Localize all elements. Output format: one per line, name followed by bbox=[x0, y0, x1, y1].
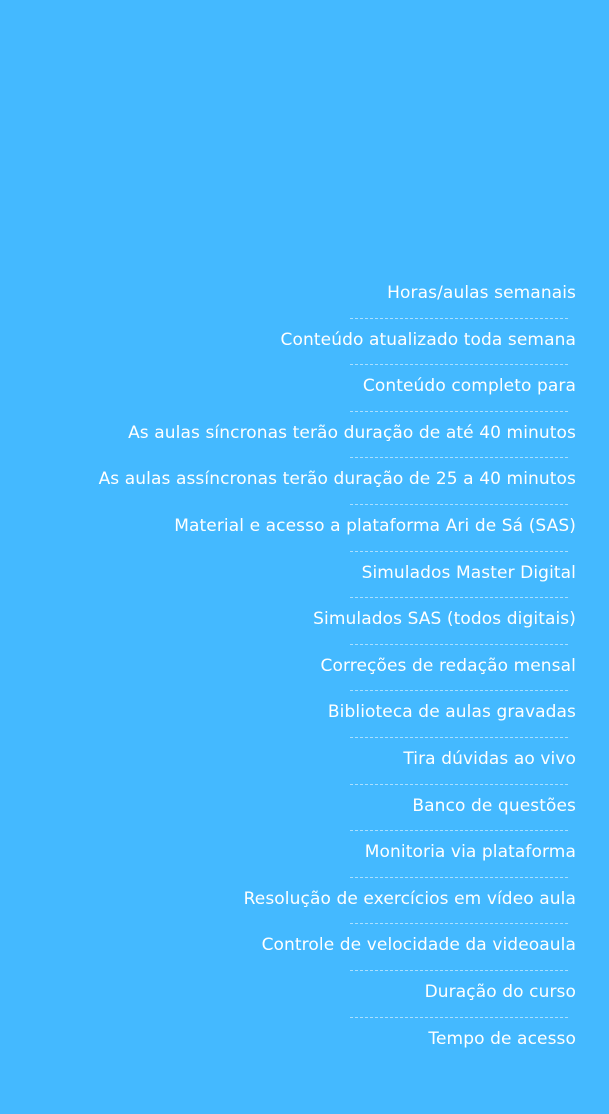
feature-label: Banco de questões bbox=[412, 795, 576, 816]
feature-label: Conteúdo completo para bbox=[362, 376, 576, 397]
feature-label: Tira dúvidas ao vivo bbox=[403, 748, 576, 769]
feature-label: Simulados SAS (todos digitais) bbox=[313, 609, 576, 630]
feature-label: Monitoria via plataforma bbox=[364, 842, 576, 863]
feature-item bbox=[16, 878, 576, 925]
feature-item bbox=[16, 785, 576, 832]
feature-item bbox=[16, 831, 576, 878]
feature-item bbox=[16, 971, 576, 1018]
feature-item bbox=[16, 924, 576, 971]
feature-item bbox=[16, 505, 576, 552]
feature-item bbox=[16, 1018, 576, 1065]
feature-item bbox=[16, 552, 576, 599]
feature-label: Controle de velocidade da videoaula bbox=[261, 935, 576, 956]
feature-label: As aulas assíncronas terão duração de 25 a 40 minutos bbox=[98, 469, 576, 490]
feature-item bbox=[16, 319, 576, 366]
feature-item bbox=[16, 365, 576, 412]
feature-label: Tempo de acesso bbox=[428, 1028, 576, 1049]
feature-label: Material e acesso a plataforma Ari de Sá (SAS) bbox=[174, 515, 576, 536]
feature-label: As aulas síncronas terão duração de até 40 minutos bbox=[128, 422, 576, 443]
feature-item bbox=[16, 272, 576, 319]
feature-item bbox=[16, 458, 576, 505]
feature-item bbox=[16, 645, 576, 692]
feature-label: Horas/aulas semanais bbox=[387, 283, 576, 303]
feature-label: Biblioteca de aulas gravadas bbox=[327, 702, 576, 723]
feature-item bbox=[16, 598, 576, 645]
feature-label: Resolução de exercícios em vídeo aula bbox=[243, 888, 576, 909]
feature-list bbox=[16, 272, 576, 1064]
feature-label: Conteúdo atualizado toda semana bbox=[280, 329, 576, 350]
feature-label: Simulados Master Digital bbox=[361, 562, 576, 583]
feature-item bbox=[16, 738, 576, 785]
feature-item bbox=[16, 691, 576, 738]
feature-label: Correções de redação mensal bbox=[320, 655, 576, 676]
feature-label: Duração do curso bbox=[424, 981, 576, 1002]
feature-item bbox=[16, 412, 576, 459]
